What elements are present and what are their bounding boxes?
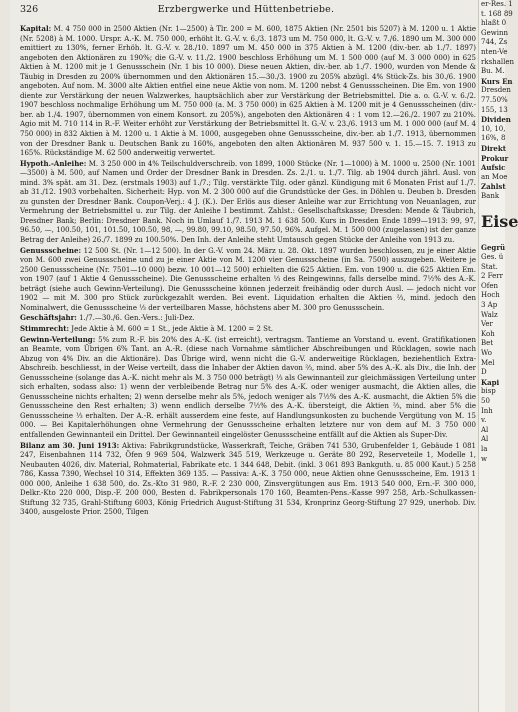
- side-strip-line: D: [481, 368, 487, 377]
- side-strip-line: Bu. M.: [481, 67, 505, 76]
- side-strip-line: Direkt: [481, 143, 506, 153]
- paragraph-geschaeftsjahr: Geschäftsjahr: 1./7.—30./6. Gen.-Vers.: Juli-Dez.: [20, 313, 195, 323]
- side-strip-line: 2 Ferr: [481, 272, 503, 281]
- page-body: [20, 24, 476, 708]
- side-strip-line: t. 168 89: [481, 9, 513, 18]
- side-strip-line: Kapi: [481, 377, 500, 387]
- side-strip-line: Gewinn: [481, 28, 508, 37]
- side-strip-line: Dividen: [481, 115, 511, 125]
- side-strip-line: Bank: [481, 191, 500, 200]
- side-strip-line: 744, Zs: [481, 38, 508, 47]
- side-strip-line: Koh: [481, 329, 495, 338]
- side-strip-line: 16%, 8: [481, 134, 506, 143]
- side-strip-line: Inh: [481, 406, 493, 415]
- side-strip-line: er-Res. 1: [481, 0, 513, 8]
- page-header: [20, 4, 472, 18]
- side-strip-line: Hoch: [481, 291, 500, 300]
- paragraph-hypoth-anleihe: Hypoth.-Anleihe: M. 3 250 000 in 4% Teilschuldverschreib. von 1899, 1000 Stücke (Nr. 1—1000) à M. 1000 u. 2500 (Nr. 1001—3500) à M. 500, auf Namen und Order der Dresdner Bank in Dresden. Zs. 2./1. u. 1./7. Tilg. ab 1904 durch jährl. Ausl. von mind. 3% spät. am 31. Dez. (erstmals 1903) auf 1./7.; Tilg. verstärkte Tilg. oder gänzl. Kündigung mit 6 Monaten Frist auf 1./7. ab 31./12. 1903 vorbehalten. Sicherheit: Hyp. von M. 2 300 000 auf die Grundstücke der Ges. in Döhlen u. Deuben b. Dresden zu gunsten der Dresdner Bank. Coupon-Verj.: 4 J. (K.). Der Erlös aus dieser Anleihe war zur Errichtung von Neuanlagen, zur Vermehrung der Betriebsmittel u. zur Tilg. der Anleihe I bestimmt. Zahlst.: Gesellschaftskasse; Dresden: Mende & Täubrich, Dresdner Bank; Berlin: Dresdner Bank. Noch in Umlauf 1./7. 1913 M. 1 638 500. Kurs in Dresden Ende 1899—1913: 99, 97, 96.50, —, 100.50, 101, 101.50, 100.50, 98, —, 99.80, 99.10, 98.50, 97.50, 96%. Aufgel. M. 1 500 000 (zugelassen) ist der ganze Betrag der Anleihe) 26./7. 1899 zu 100.50%. Den Inh. der Anleihe steht Umtausch gegen Stücke der Anleihe von 1913 zu.: [20, 158, 476, 245]
- paragraph-kapital: Kapital: M. 4 750 000 in 2500 Aktien (Nr. 1—2500) à Tlr. 200 = M. 600, 1875 Aktien (Nr. 2501 bis 5207) à M. 1200 u. 1 Aktie (Nr. 5208) à M. 1000. Urspr. A.-K. M. 750 000, erhöht lt. G.-V. v. 6./3. 1873 um M. 750 000, lt. G.-V. v. 7./6. 1890 um M. 300 000 emittiert zu 130%, ferner Erhöh. lt. G.-V. v. 28./10. 1897 um M. 450 000 in 375 Aktien à M. 1200 (div.-ber. ab 1./7. 1897) angeboten den Aktionären zu 190%; die G.-V. v. 11./2. 1900 beschloss Erhöhung um M. 1 500 000 (auf M. 3 000 000) in 625 Aktien à M. 1200 mit je 1 Genussschein (Nr. 1 bis 10 000). Diese neuen Aktien, div.-ber. ab 1./7. 1900, wurden von Mende & Täubig in Dresden zu 200% übernommen und den Aktionären 15.—30./3. 1900 zu 205% abzügl. 4% Stück-Zs. bis 30./6. 1900 angeboten. Auf nom. M. 3000 alte Aktien entfiel eine neue Aktie von nom. M. 1200 nebst 4 Genussscheinen. Die Em. von 1900 diente zur Verstärkung der neuen Walzwerkes, hauptsächlich aber zur Verstärkung der Betriebsmittel. Die a. o. G.-V. v. 6./2. 1907 beschloss nochmalige Erhöhung um M. 750 000 (a. M. 3 750 000) in 625 Aktien à M. 1200 mit je 4 Genussscheinen (div.-ber. ab 1./4. 1907, übernommen von einem Konsort. zu 205%), angeboten den Aktionären 4 : 1 vom 12.—26./2. 1907 zu 210%. Agio mit M. 710 114 in R.-F. Weiter erhöht zur Verstärkung der Betriebsmittel lt. G.-V. v. 23./6. 1913 um M. 1 000 000 (auf M. 4 750 000) in 832 Aktien à M. 1200 u. 1 Aktie à M. 1000, ausgegeben ohne Genussscheine, div.-ber. ab 1./7. 1913, übernommen von der Dresdner Bank u. Deutschen Bank zu 160%, angeboten den alten Aktionären M. 937 500 v. 1. 15.—15. 7. 1913 zu 165%. Rückständige M. 62 500 anderweitig verwertet.: [20, 24, 476, 158]
- side-strip-line: 3 Ap: [481, 301, 498, 310]
- paragraph-stimmrecht: Stimmrecht: Jede Aktie à M. 600 = 1 St., jede Aktie à M. 1200 = 2 St.: [20, 323, 274, 333]
- side-strip-line: Prokur: [481, 153, 509, 163]
- side-strip-line: w: [481, 454, 487, 463]
- side-strip-line: Aufsic: [481, 163, 506, 173]
- paragraph-genussscheine: Genussscheine: 12 500 St. (Nr. 1—12 500). In der G.-V. vom 24. März u. 28. Okt. 1897 wurden beschlossen, zu je einer Aktie von M. 600 zwei Genussscheine und zu je einer Aktie von M. 1200 vier Genussscheine (in Sa. 7500) auszugeben. Weitere je 2500 Genussscheine (Nr. 7501—10 000) bezw. 10 001—12 500) erhielten die 625 Aktien. Em. von 1900 u. die 625 Aktien Em. von 1907 (auf 1 Aktie 4 Genussscheine). Die Genussscheine erhalten ⅓ des Reingewinns, falls derselbe mind. 7½% des A.-K. beträgt (siehe auch Gewinn-Verteilung). Die Genussscheine können jederzeit freihändig oder durch Ausl. — jedoch nicht vor 1902 — mit M. 300 pro Stück zurückgezahlt werden. Bei event. Liquidation erhalten die Aktien ⅔, mind. jedoch den Nominalwert, die Genussscheine ⅓ der verteilbaren Masse, höchstens aber M. 300 pro Genussschein.: [20, 245, 476, 312]
- side-strip-line: Stat.: [481, 262, 498, 271]
- side-strip-line: Zahlst: [481, 182, 506, 192]
- side-strip-line: 77.50%: [481, 95, 508, 104]
- side-strip-line: Gegrü: [481, 243, 506, 253]
- side-strip-line: rkshallen: [481, 57, 514, 66]
- side-strip-line: an Moe: [481, 172, 508, 181]
- side-strip-line: Ges. ü: [481, 253, 504, 262]
- paragraph-bilanz: Bilanz am 30. Juni 1913: Aktiva: Fabrikgrundstücke, Wasserkraft, Teiche, Gräben 741 530, Grubenfelder 1, Gebäude 1 081 247, Eisenbahnen 114 732, Öfen 9 969 504, Walzwerk 345 519, Werkzeuge u. Geräte 80 292, Reserveteile 1, Modelle 1, Neubauten 4026, div. Material, Rohmaterial, Fabrikate etc. 1 344 648, Debit. (inkl. 3 061 893 Bankguth. u. 85 000 Kaut.) 5 258 786, Kassa 7390, Wechsel 10 314, Effekten 369 135. — Passiva: A.-K. 3 750 000, neue Aktien ohne Genussscheine, Em. 1913 1 000 000, Anleihe 1 638 500, do. Zs.-Kto 31 980, R.-F. 2 230 000, Zinsvergütungen aus Em. 1913 540 000, Ern.-F. 300 000, Delkr.-Kto 220 000, Disp.-F. 200 000, Besten d. Fabrikpersonals 170 160, Beamten-Pens.-Kasse 997 258, Arb.-Schulkassen-Stiftung 32 735, Grahl-Stiftung 6003, König Friedrich August-Stiftung 31 534, Kronprinz Georg-Stiftung 27 929, unerhob. Div. 3400, ausgeloste Prior. 2500, Tilgen: [20, 440, 476, 517]
- side-strip-line: nten-Ve: [481, 47, 508, 56]
- side-strip-line: Ofen: [481, 281, 498, 290]
- side-strip-line: bisp: [481, 387, 496, 396]
- side-strip-line: Al: [481, 425, 489, 434]
- side-strip-line: Walz: [481, 310, 498, 319]
- side-strip-line: hlaßt 0: [481, 19, 507, 28]
- side-strip-line: Ver: [481, 320, 493, 329]
- side-strip-line: Kurs En: [481, 76, 513, 86]
- side-strip-line: la: [481, 444, 488, 453]
- adjacent-page-strip: [478, 0, 518, 712]
- side-strip-line: 155, 13: [481, 105, 508, 114]
- side-strip-line: Dresden: [481, 86, 511, 95]
- main-page: [10, 0, 478, 712]
- paragraph-gewinn-verteilung: Gewinn-Verteilung: 5% zum R.-F. bis 20% des A.-K. (ist erreicht), vertragsm. Tantieme an Vorstand u. event. Gratifikationen an Beamte, vom Übrigen 6% Tant. an A.-R. (diese nach Vornahme sämtlicher Abschreibungen und Rücklagen, sowie nach Abzug von 4% Div. an die Aktionäre). Das Übrige wird, wenn nicht die G.-V. anderweitige Rücklagen, beziehentlich Extra-Abschreib. beschliesst, in der Weise verteilt, dass die Inhaber der Aktien davon ⅔, mind. aber 5% des A.-K. als Div., die Inh. der Genussscheine (solange das A.-K. nicht mehr als M. 3 750 000 beträgt) ⅓ als Gewinnanteil zur gleichmässigen Verteilung unter sich erhalten, sodass also: 1) wenn der verbleibende Betrag nur 5% des A.-K. oder weniger ausmacht, die Aktien alles, die Genussscheine nichts erhalten; 2) wenn derselbe mehr als 5%, jedoch weniger als 7½% des A.-K. ausmacht, die Aktien 5% die Genussscheine den Rest erhalten; 3) wenn endlich derselbe 7½% des A.-K. übersteigt, die Aktien ⅔, mind. aber 5% die Genussscheine ⅓ erhalten. Der A.-R. erhält ausserdem eine feste, auf Handlungsunkosten zu buchende Vergütung von M. 15 000. — Bei Kapitalerhöhungen ohne Vermehrung der Genussscheine erhalten letztere nur von dem auf M. 3 750 000 entfallenden Gewinnanteil ein Drittel. Der Gewinnanteil eingelöster Genussscheine entfällt auf die Aktien als Super-Div.: [20, 334, 476, 439]
- side-strip-line: Eise: [481, 212, 518, 232]
- running-title: Erzbergwerke und Hüttenbetriebe.: [157, 4, 335, 15]
- side-strip-line: Al: [481, 435, 489, 444]
- side-strip-line: Mel: [481, 358, 495, 367]
- side-strip-line: 10, 10,: [481, 124, 506, 133]
- side-strip-line: Wo: [481, 349, 492, 357]
- side-strip-line: v.: [481, 416, 487, 425]
- side-strip-line: 50: [481, 396, 490, 405]
- side-strip-line: Bet: [481, 339, 494, 348]
- page-number: 326: [20, 4, 39, 15]
